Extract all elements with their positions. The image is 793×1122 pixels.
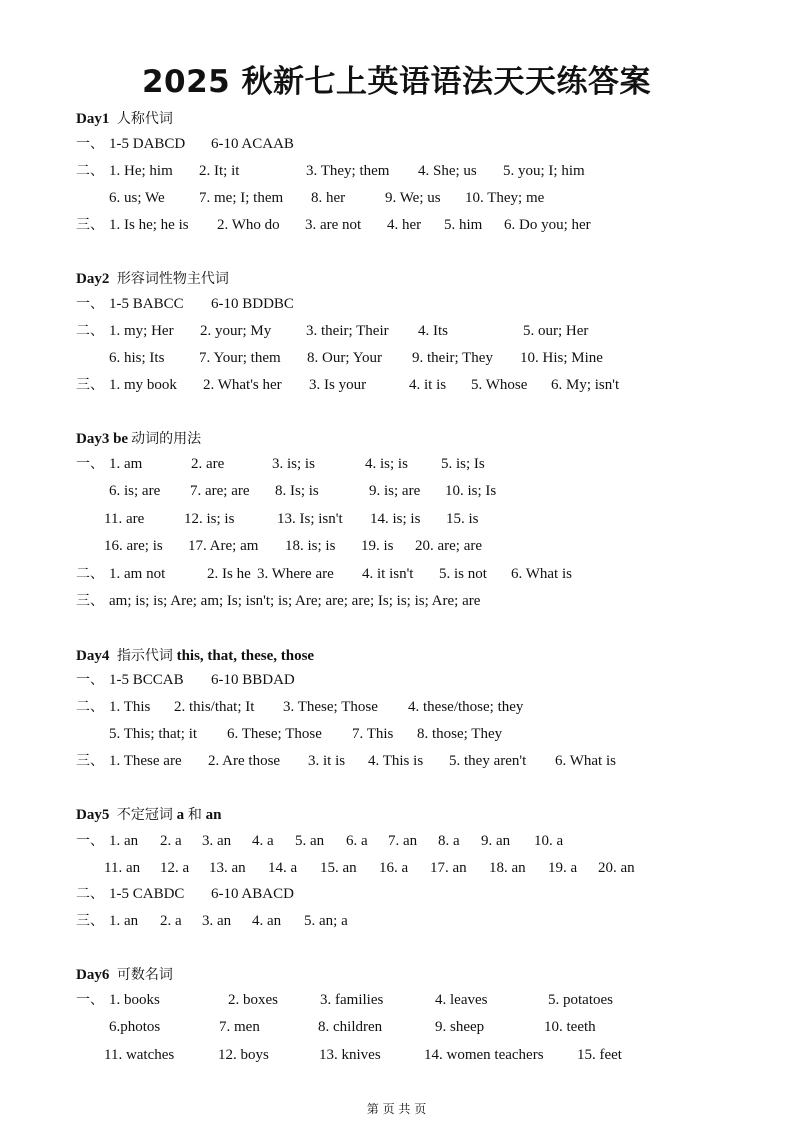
day-header: Day6 可数名词 (76, 967, 173, 983)
page-footer: 第 页 共 页 (366, 1102, 427, 1116)
day-header: Day3 be 动词的用法 (76, 431, 202, 447)
day-header: Day1 人称代词 (76, 111, 173, 127)
day-header: Day5 不定冠词 a 和 an (76, 807, 222, 823)
day-header: Day4 指示代词 this, that, these, those (76, 648, 315, 664)
day-header: Day2 形容词性物主代词 (76, 271, 229, 287)
page-title: 2025 秋新七上英语语法天天练答案 (141, 64, 652, 100)
